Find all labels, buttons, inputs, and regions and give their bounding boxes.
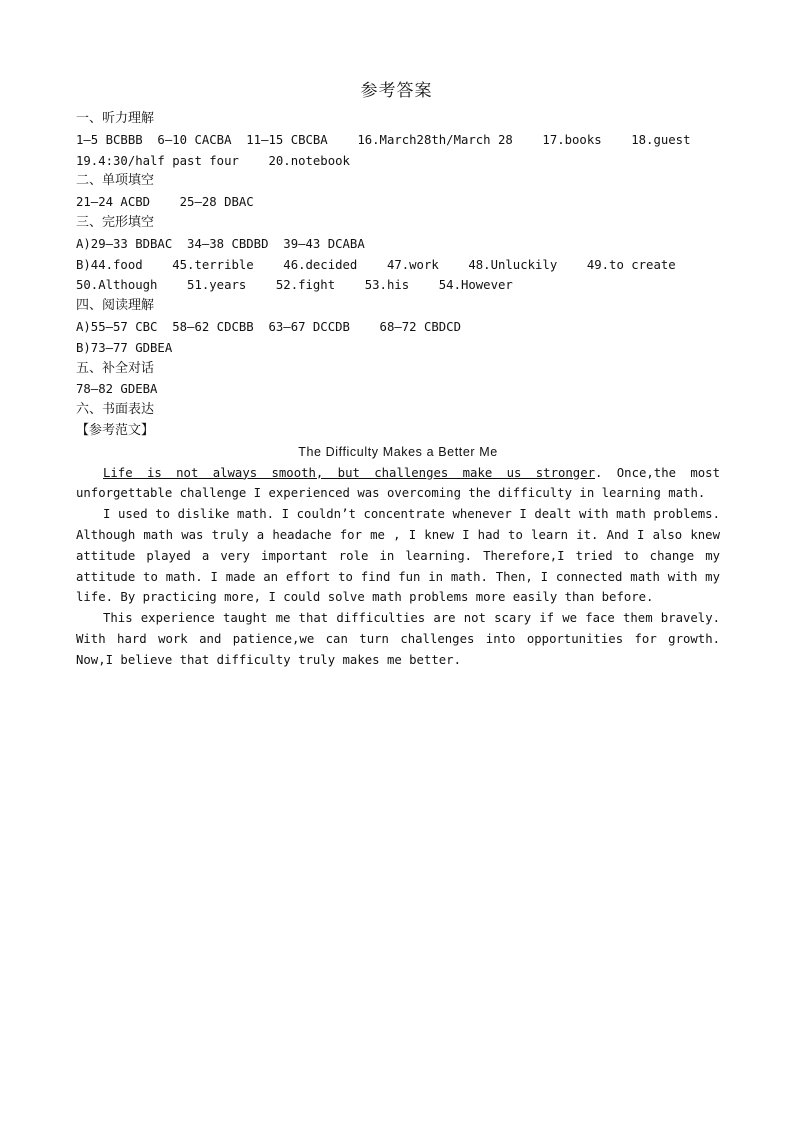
section-heading-cloze: 三、完形填空 <box>76 214 155 230</box>
paragraph-text: . Once,the most unforgettable challenge I experienced was overcoming the difficulty in learning math. <box>76 465 720 501</box>
section-heading-reading: 四、阅读理解 <box>76 298 155 314</box>
answer-line: A)55—57 CBC 58—62 CDCBB 63—67 DCCDB 68—72 CBDCD <box>76 319 461 334</box>
section-heading-listening: 一、听力理解 <box>76 111 155 126</box>
answer-line: B)44.food 45.terrible 46.decided 47.work 48.Unluckily 49.to create <box>76 257 676 272</box>
page-title: 参考答案 <box>360 81 433 101</box>
sample-essay-label: 【参考范文】 <box>76 422 155 438</box>
answer-line: 19.4:30/half past four 20.notebook <box>76 153 350 168</box>
answer-line: 21—24 ACBD 25—28 DBAC <box>76 195 254 210</box>
answer-line: 50.Although 51.years 52.fight 53.his 54.However <box>76 278 513 293</box>
answer-line: 78—82 GDEBA <box>76 382 158 397</box>
essay-paragraph-3: This experience taught me that difficulties are not scary if we face them bravely. With hard work and patience,we can turn challenges into opportunities for growth. Now,I believe that difficulty truly makes me better. <box>76 611 720 667</box>
answer-content <box>76 109 720 671</box>
answer-line: B)73—77 GDBEA <box>76 340 173 355</box>
section-heading-single-choice: 二、单项填空 <box>76 173 155 189</box>
section-heading-writing: 六、书面表达 <box>76 402 155 418</box>
answer-line: A)29—33 BDBAC 34—38 CBDBD 39—43 DCABA <box>76 236 365 251</box>
essay-paragraph-2: I used to dislike math. I couldn’t concentrate whenever I dealt with math problems. Although math was truly a headache for me , I knew I had to learn it. And I also knew attitude played a very important role in learning. Therefore,I tried to change my attitude to math. I made an effort to find fun in math. Then, I connected math with my life. By practicing more, I could solve math problems more easily than before. <box>76 507 720 605</box>
essay-paragraph-1 <box>76 463 720 505</box>
answer-line: 1—5 BCBBB 6—10 CACBA 11—15 CBCBA 16.March28th/March 28 17.books 18.guest <box>76 132 691 147</box>
essay-title: The Difficulty Makes a Better Me <box>298 444 498 459</box>
underlined-topic-sentence: Life is not always smooth, but challenges make us stronger <box>103 465 596 480</box>
section-heading-dialogue: 五、补全对话 <box>76 360 155 376</box>
